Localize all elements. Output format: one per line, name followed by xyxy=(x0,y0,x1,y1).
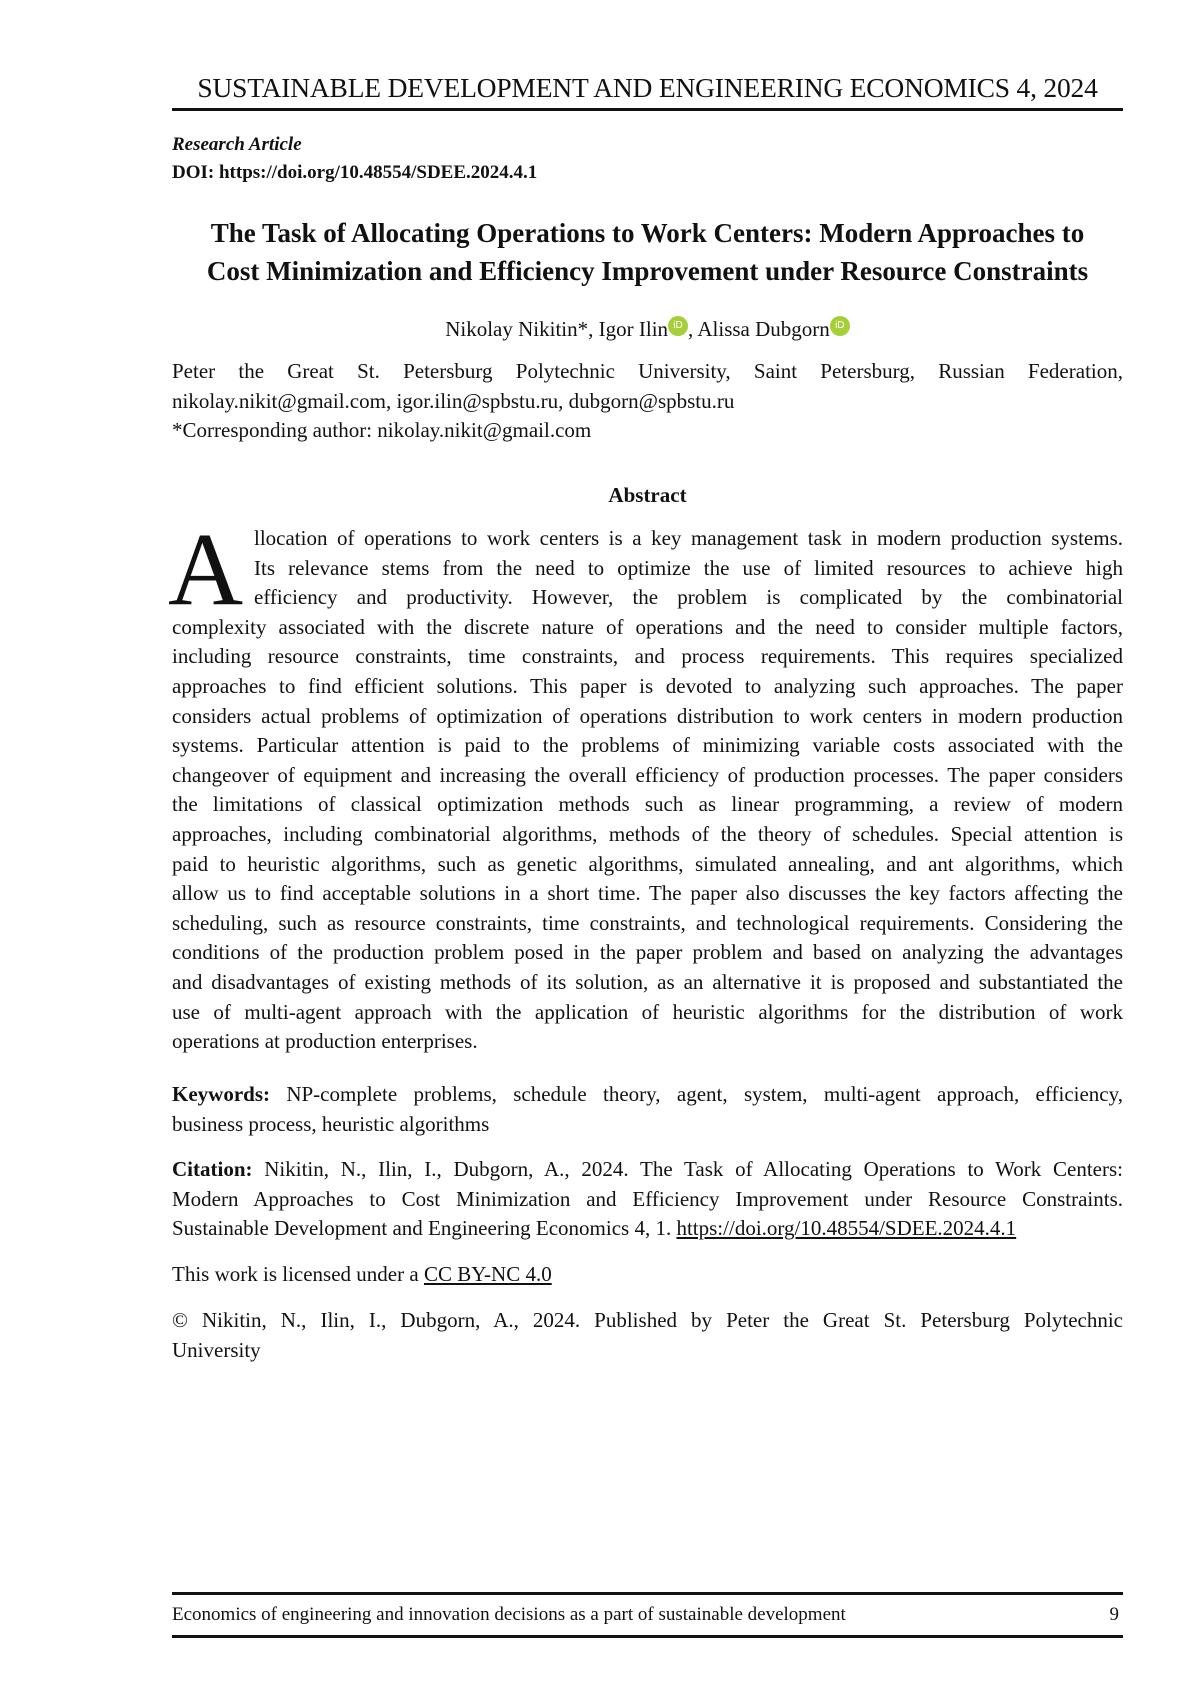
abstract-line: scheduling, such as resource constraints, time constraints, and technological requirements. Considering the xyxy=(172,910,1123,935)
abstract-line: the limitations of classical optimization methods such as linear programming, a review of modern xyxy=(172,792,1123,817)
keywords xyxy=(172,1080,1123,1139)
title-line: The Task of Allocating Operations to Work Centers: Modern Approaches to xyxy=(210,218,1085,248)
authors xyxy=(172,314,1123,344)
footer-text: Economics of engineering and innovation decisions as a part of sustainable development xyxy=(172,1604,846,1625)
copyright xyxy=(172,1306,1123,1365)
citation xyxy=(172,1155,1123,1244)
affiliation-line: *Corresponding author: nikolay.nikit@gmail.com xyxy=(172,418,592,443)
journal-header: SUSTAINABLE DEVELOPMENT AND ENGINEERING ECONOMICS 4, 2024 xyxy=(172,70,1123,111)
affiliation-line: Peter the Great St. Petersburg Polytechnic University, Saint Petersburg, Russian Federation, xyxy=(172,359,1123,383)
abstract-line: changeover of equipment and increasing the overall efficiency of production processes. The paper considers xyxy=(172,762,1123,787)
separator: , xyxy=(688,317,698,341)
citation-doi-link[interactable]: https://doi.org/10.48554/SDEE.2024.4.1 xyxy=(676,1216,1017,1241)
doi: DOI: https://doi.org/10.48554/SDEE.2024.4.1 xyxy=(172,162,538,183)
author: Alissa Dubgorn xyxy=(697,317,830,341)
keywords-text: business process, heuristic algorithms xyxy=(172,1111,490,1136)
abstract-heading: Abstract xyxy=(608,483,687,507)
page-number: 9 xyxy=(1109,1604,1119,1625)
abstract-line: conditions of the production problem posed in the paper problem and based on analyzing the advantages xyxy=(172,940,1123,965)
license xyxy=(172,1260,1123,1290)
paper-title xyxy=(172,214,1123,290)
article-type: Research Article xyxy=(172,134,302,155)
drop-cap: A xyxy=(168,512,244,627)
abstract-line: allow us to find acceptable solutions in a short time. The paper also discusses the key factors affecting the xyxy=(172,881,1123,906)
orcid-icon[interactable]: iD xyxy=(668,316,688,336)
abstract-line: considers actual problems of optimization of operations distribution to work centers in modern production xyxy=(172,703,1123,728)
orcid-icon[interactable]: iD xyxy=(830,316,850,336)
affiliation xyxy=(172,357,1123,446)
citation-text: Modern Approaches to Cost Minimization and Efficiency Improvement under Resource Constraints. xyxy=(172,1186,1123,1211)
license-link[interactable]: CC BY-NC 4.0 xyxy=(423,1262,552,1286)
abstract-line: paid to heuristic algorithms, such as genetic algorithms, simulated annealing, and ant algorithms, which xyxy=(172,851,1123,876)
license-text: This work is licensed under a xyxy=(172,1262,424,1286)
author: Igor Ilin xyxy=(598,317,669,341)
abstract-line: Its relevance stems from the need to optimize the use of limited resources to achieve high xyxy=(254,555,1123,580)
abstract-line: use of multi-agent approach with the application of heuristic algorithms for the distribution of work xyxy=(172,999,1123,1024)
abstract-line: efficiency and productivity. However, the problem is complicated by the combinatorial xyxy=(254,585,1123,610)
abstract-line: complexity associated with the discrete nature of operations and the need to consider multiple factors, xyxy=(172,614,1123,639)
affiliation-line: nikolay.nikit@gmail.com, igor.ilin@spbstu.ru, dubgorn@spbstu.ru xyxy=(172,388,735,413)
abstract-line: and disadvantages of existing methods of its solution, as an alternative it is proposed and substantiated the xyxy=(172,969,1123,994)
page-footer xyxy=(172,1592,1123,1638)
abstract-body xyxy=(168,512,1123,1057)
author: Nikolay Nikitin*, xyxy=(445,317,599,341)
keywords-text: NP-complete problems, schedule theory, agent, system, multi-agent approach, efficiency, xyxy=(270,1082,1123,1106)
citation-text: Nikitin, N., Ilin, I., Dubgorn, A., 2024. The Task of Allocating Operations to Work Centers: xyxy=(252,1157,1123,1181)
abstract-line: llocation of operations to work centers is a key management task in modern production systems. xyxy=(254,526,1123,550)
copyright-line: © Nikitin, N., Ilin, I., Dubgorn, A., 2024. Published by Peter the Great St. Petersburg Polytechnic xyxy=(172,1308,1123,1332)
title-line: Cost Minimization and Efficiency Improvement under Resource Constraints xyxy=(206,256,1089,286)
abstract-line: including resource constraints, time constraints, and process requirements. This requires specialized xyxy=(172,644,1123,669)
copyright-line: University xyxy=(172,1337,261,1362)
abstract-line: approaches to find efficient solutions. This paper is devoted to analyzing such approaches. The paper xyxy=(172,673,1123,698)
abstract-line: approaches, including combinatorial algorithms, methods of the theory of schedules. Special attention is xyxy=(172,821,1123,846)
citation-label: Citation: xyxy=(172,1157,253,1181)
keywords-label: Keywords: xyxy=(172,1082,270,1106)
citation-text: Sustainable Development and Engineering Economics 4, 1. xyxy=(172,1216,677,1241)
abstract-line: operations at production enterprises. xyxy=(172,1029,478,1054)
abstract-line: systems. Particular attention is paid to the problems of minimizing variable costs associated with the xyxy=(172,733,1123,758)
